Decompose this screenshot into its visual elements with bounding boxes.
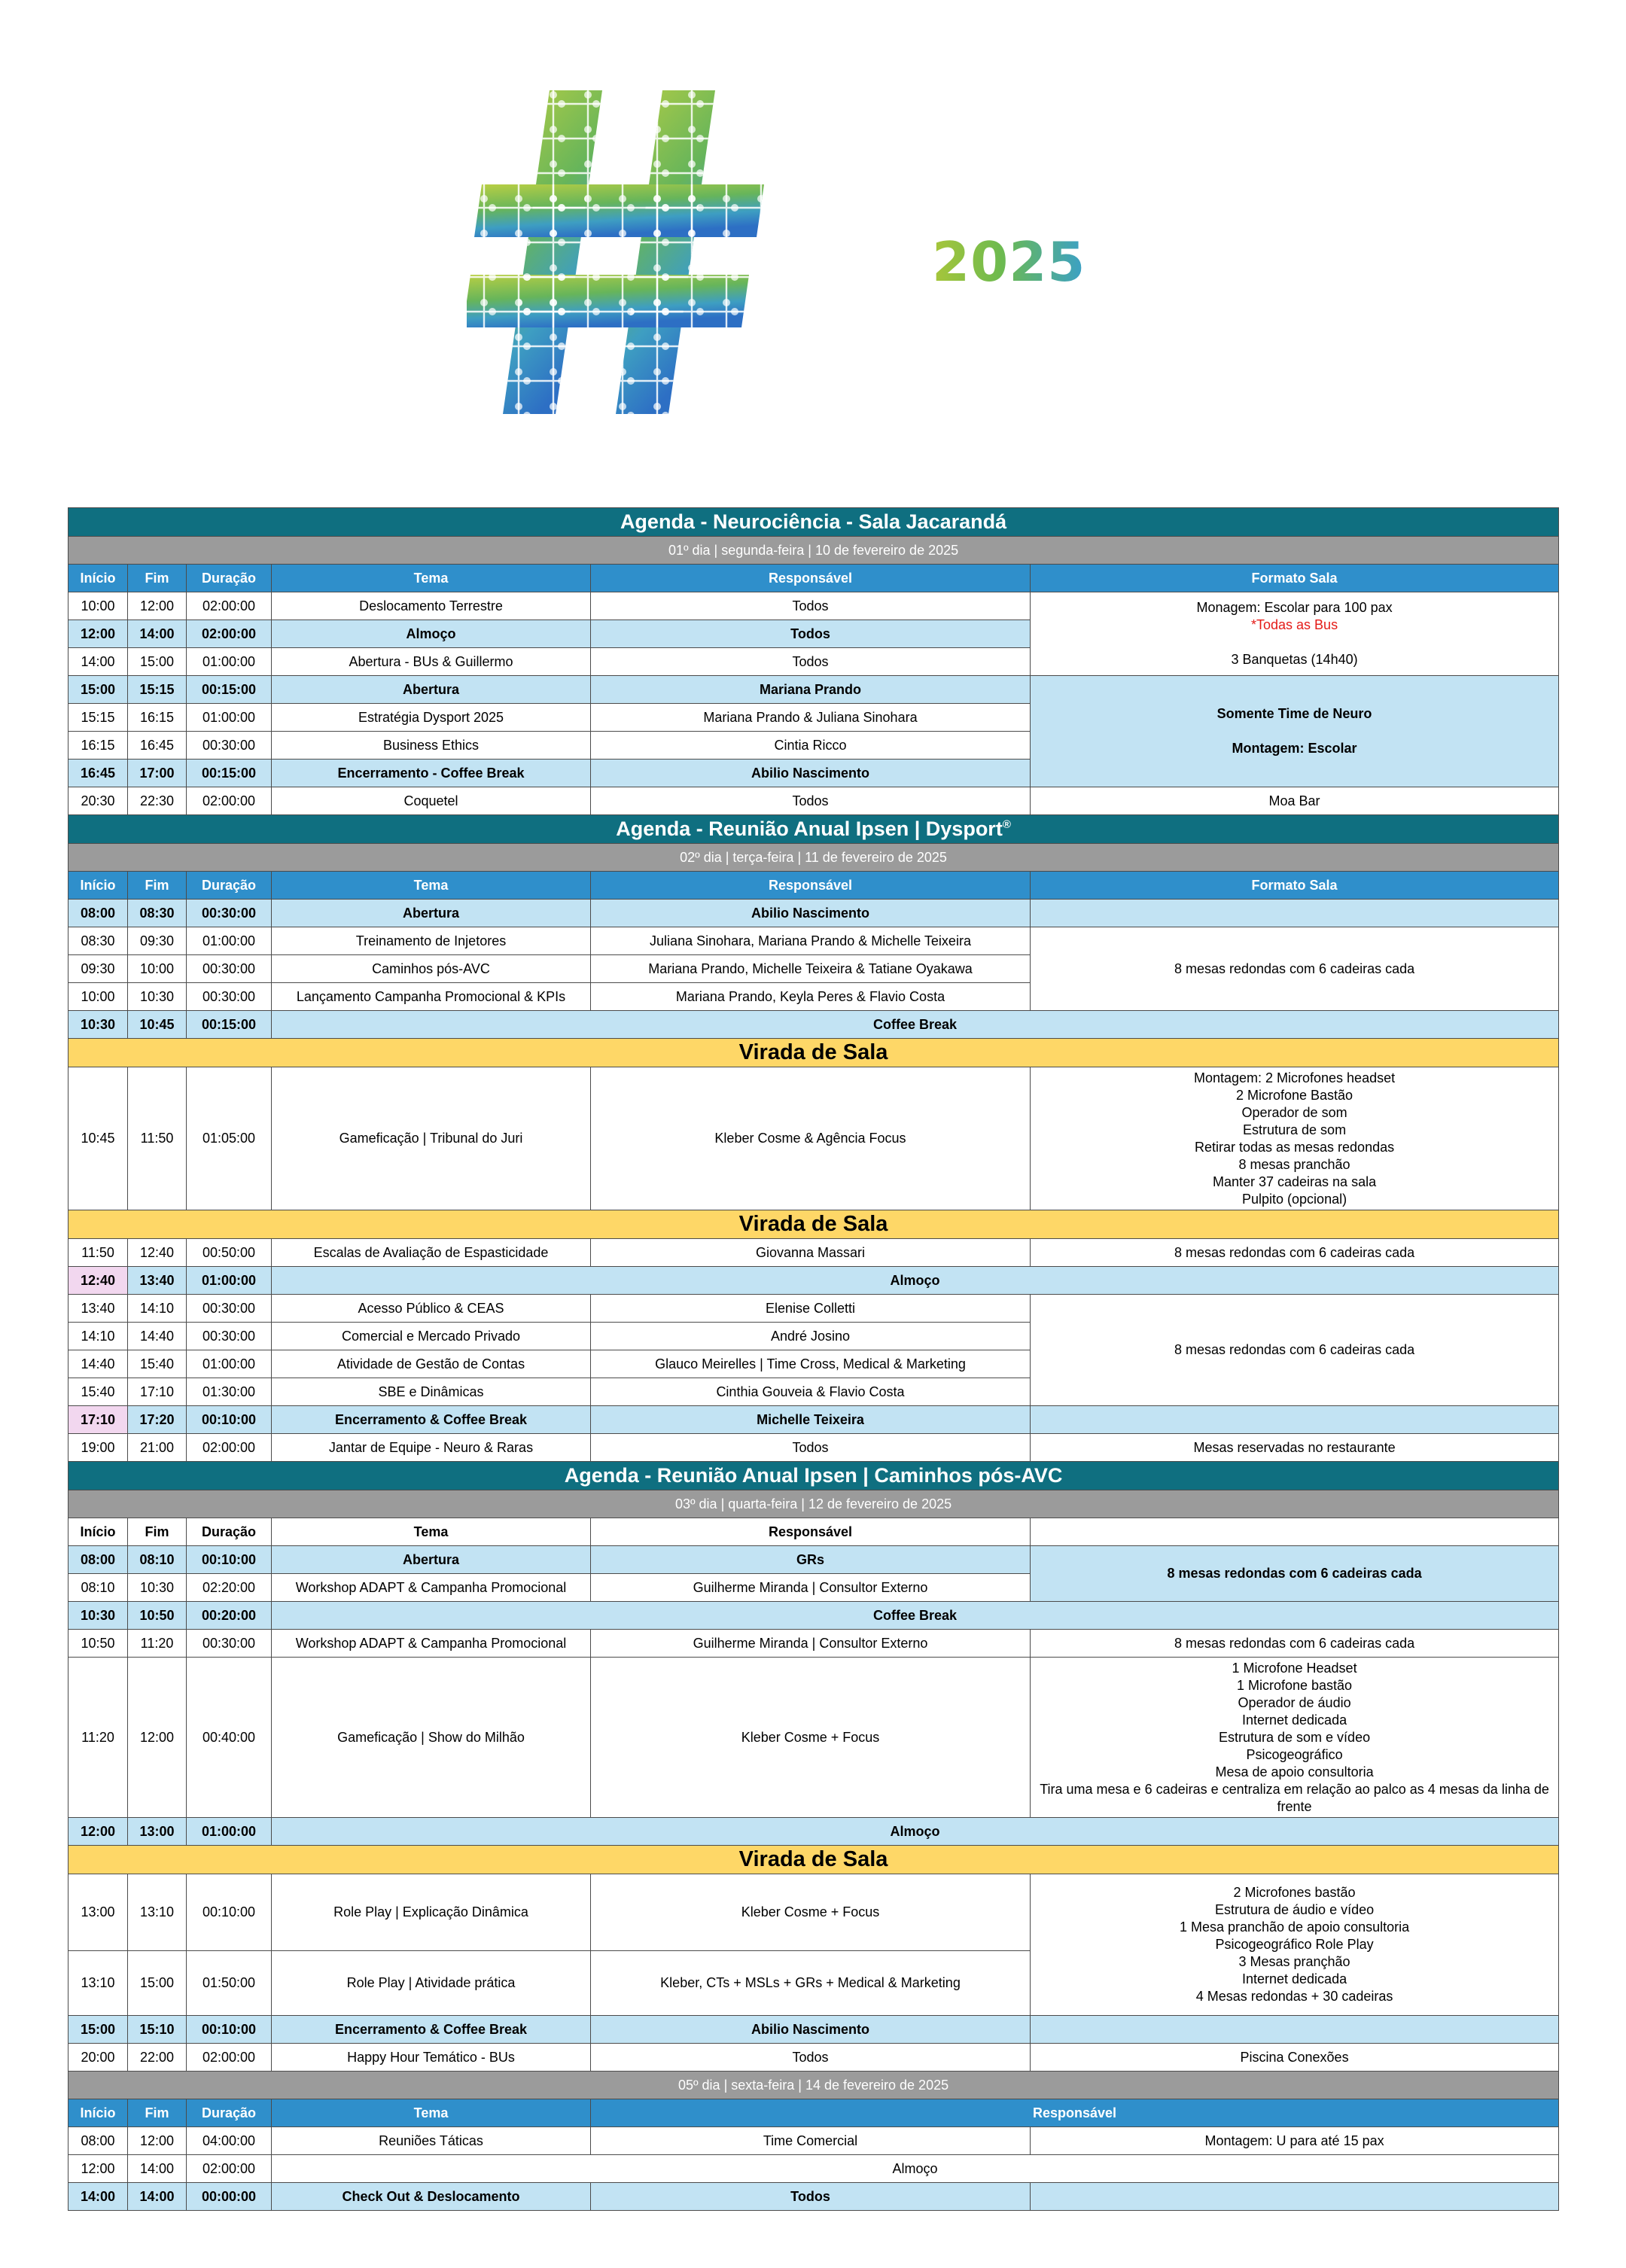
col-responsavel: Responsável: [591, 872, 1031, 900]
formato-line: 2 Microfones bastão: [1233, 1885, 1356, 1900]
formato-line: Tira uma mesa e 6 cadeiras e centraliza em relação ao palco as 4 mesas da linha de frente: [1040, 1781, 1549, 1814]
cell-formato: Mesas reservadas no restaurante: [1031, 1434, 1559, 1462]
cell-tema: Almoço: [272, 1818, 1559, 1846]
cell-tema: Caminhos pós-AVC: [272, 955, 591, 983]
cell-tema: Workshop ADAPT & Campanha Promocional: [272, 1630, 591, 1658]
cell-duracao: 00:15:00: [187, 676, 272, 704]
cell-inicio: 13:00: [69, 1874, 128, 1951]
cell-tema: Coffee Break: [272, 1011, 1559, 1039]
cell-formato: Moa Bar: [1031, 787, 1559, 815]
table-row: [69, 1602, 1559, 1630]
cell-responsavel: Abilio Nascimento: [591, 2016, 1031, 2044]
cell-responsavel: Kleber Cosme & Agência Focus: [591, 1067, 1031, 1210]
table-row: [69, 676, 1559, 704]
cell-formato: 8 mesas redondas com 6 cadeiras cada: [1031, 927, 1559, 1011]
cell-responsavel: Guilherme Miranda | Consultor Externo: [591, 1630, 1031, 1658]
cell-tema: Workshop ADAPT & Campanha Promocional: [272, 1574, 591, 1602]
cell-inicio: 13:40: [69, 1295, 128, 1323]
cell-responsavel: Abilio Nascimento: [591, 900, 1031, 927]
cell-duracao: 00:10:00: [187, 1546, 272, 1574]
cell-duracao: 00:30:00: [187, 900, 272, 927]
cell-duracao: 01:05:00: [187, 1067, 272, 1210]
cell-fim: 15:15: [128, 676, 187, 704]
cell-fim: 10:30: [128, 1574, 187, 1602]
cell-tema: Jantar de Equipe - Neuro & Raras: [272, 1434, 591, 1462]
col-fim: Fim: [128, 872, 187, 900]
cell-fim: 12:00: [128, 1658, 187, 1818]
cell-formato: 8 mesas redondas com 6 cadeiras cada: [1031, 1546, 1559, 1602]
cell-tema: Role Play | Atividade prática: [272, 1951, 591, 2016]
cell-fim: 11:20: [128, 1630, 187, 1658]
formato-line: 8 mesas pranchão: [1238, 1156, 1350, 1172]
col-tema: Tema: [272, 1518, 591, 1546]
cell-tema: Encerramento & Coffee Break: [272, 1406, 591, 1434]
cell-tema: Gameficação | Tribunal do Juri: [272, 1067, 591, 1210]
cell-fim: 21:00: [128, 1434, 187, 1462]
col-tema: Tema: [272, 872, 591, 900]
cell-fim: 22:00: [128, 2044, 187, 2072]
cell-formato: [1031, 2183, 1559, 2211]
col-tema: Tema: [272, 565, 591, 592]
cell-duracao: 00:30:00: [187, 983, 272, 1011]
cell-inicio: 10:30: [69, 1602, 128, 1630]
cell-tema: Almoço: [272, 2155, 1559, 2183]
cell-responsavel: Todos: [591, 2183, 1031, 2211]
cell-duracao: 00:15:00: [187, 1011, 272, 1039]
cell-tema: Comercial e Mercado Privado: [272, 1323, 591, 1350]
cell-tema: Treinamento de Injetores: [272, 927, 591, 955]
cell-inicio: 16:15: [69, 732, 128, 760]
col-tema: Tema: [272, 2099, 591, 2127]
cell-inicio: 14:00: [69, 648, 128, 676]
cell-responsavel: Giovanna Massari: [591, 1239, 1031, 1267]
cell-inicio: 17:10: [69, 1406, 128, 1434]
formato-line: 1 Microfone Headset: [1232, 1660, 1357, 1676]
table-row: [69, 1658, 1559, 1818]
cell-fim: 14:00: [128, 2155, 187, 2183]
formato-line: 1 Mesa pranchão de apoio consultoria: [1179, 1919, 1410, 1935]
cell-tema: Almoço: [272, 620, 591, 648]
cell-tema: Encerramento & Coffee Break: [272, 2016, 591, 2044]
col-duracao: Duração: [187, 872, 272, 900]
table-row: [69, 787, 1559, 815]
cell-formato: 8 mesas redondas com 6 cadeiras cada: [1031, 1295, 1559, 1406]
table-row: [69, 1434, 1559, 1462]
cell-tema: Abertura: [272, 900, 591, 927]
cell-inicio: 15:00: [69, 676, 128, 704]
cell-fim: 13:00: [128, 1818, 187, 1846]
table-row: [69, 1267, 1559, 1295]
cell-inicio: 12:00: [69, 1818, 128, 1846]
formato-montagem-escolar: Montagem: Escolar: [1232, 741, 1357, 756]
formato-line: Retirar todas as mesas redondas: [1194, 1139, 1395, 1155]
cell-duracao: 01:30:00: [187, 1378, 272, 1406]
cell-fim: 10:45: [128, 1011, 187, 1039]
cell-inicio: 10:00: [69, 592, 128, 620]
formato-line: Estrutura de som: [1243, 1122, 1347, 1137]
cell-inicio: 12:00: [69, 620, 128, 648]
cell-tema: Abertura: [272, 1546, 591, 1574]
cell-formato: [1031, 592, 1559, 676]
day1-title: Agenda - Neurociência - Sala Jacarandá: [69, 508, 1559, 537]
cell-fim: 12:40: [128, 1239, 187, 1267]
cell-tema: Reuniões Táticas: [272, 2127, 591, 2155]
table-row: [69, 1874, 1559, 1951]
cell-duracao: 00:50:00: [187, 1239, 272, 1267]
cell-inicio: 08:10: [69, 1574, 128, 1602]
day3-date: 03º dia | quarta-feira | 12 de fevereiro de 2025: [69, 1490, 1559, 1518]
cell-fim: 08:10: [128, 1546, 187, 1574]
cell-inicio: 15:15: [69, 704, 128, 732]
virada-de-sala: Virada de Sala: [69, 1846, 1559, 1874]
cell-inicio: 15:00: [69, 2016, 128, 2044]
cell-tema: Coffee Break: [272, 1602, 1559, 1630]
cell-duracao: 02:00:00: [187, 592, 272, 620]
cell-responsavel: Todos: [591, 648, 1031, 676]
cell-responsavel: Kleber Cosme + Focus: [591, 1658, 1031, 1818]
cell-fim: 17:10: [128, 1378, 187, 1406]
cell-formato: 8 mesas redondas com 6 cadeiras cada: [1031, 1630, 1559, 1658]
cell-responsavel: Todos: [591, 1434, 1031, 1462]
cell-duracao: 01:00:00: [187, 704, 272, 732]
cell-duracao: 01:00:00: [187, 1267, 272, 1295]
day2-title: [69, 815, 1559, 844]
formato-line: 1 Microfone bastão: [1236, 1677, 1353, 1693]
col-formato: [1031, 1518, 1559, 1546]
formato-line: Estrutura de áudio e vídeo: [1214, 1902, 1375, 1917]
cell-duracao: 04:00:00: [187, 2127, 272, 2155]
cell-inicio: 14:10: [69, 1323, 128, 1350]
cell-duracao: 02:00:00: [187, 1434, 272, 1462]
formato-line: Pulpito (opcional): [1242, 1191, 1347, 1207]
cell-tema: Encerramento - Coffee Break: [272, 760, 591, 787]
table-row: [69, 1818, 1559, 1846]
cell-formato: [1031, 1067, 1559, 1210]
cell-fim: 12:00: [128, 2127, 187, 2155]
cell-duracao: 02:00:00: [187, 620, 272, 648]
col-inicio: Início: [69, 2099, 128, 2127]
cell-responsavel: Todos: [591, 2044, 1031, 2072]
cell-duracao: 00:30:00: [187, 1323, 272, 1350]
cell-duracao: 00:20:00: [187, 1602, 272, 1630]
cell-duracao: 00:10:00: [187, 1874, 272, 1951]
cell-responsavel: Glauco Meirelles | Time Cross, Medical & Marketing: [591, 1350, 1031, 1378]
virada-de-sala: Virada de Sala: [69, 1210, 1559, 1239]
cell-formato: [1031, 900, 1559, 927]
formato-line: Mesa de apoio consultoria: [1215, 1764, 1374, 1779]
agenda-table: [68, 507, 1559, 2211]
year-label: 2025: [932, 230, 1086, 294]
cell-fim: 14:00: [128, 2183, 187, 2211]
registered-mark: ®: [1002, 818, 1011, 831]
cell-formato: [1031, 1658, 1559, 1818]
formato-line: Psicogeográfico Role Play: [1215, 1937, 1374, 1952]
cell-tema: Escalas de Avaliação de Espasticidade: [272, 1239, 591, 1267]
cell-inicio: 20:30: [69, 787, 128, 815]
day3-title: Agenda - Reunião Anual Ipsen | Caminhos pós-AVC: [69, 1462, 1559, 1490]
table-row: [69, 1630, 1559, 1658]
cell-inicio: 10:50: [69, 1630, 128, 1658]
table-row: [69, 927, 1559, 955]
cell-formato: [1031, 1406, 1559, 1434]
cell-responsavel: Todos: [591, 620, 1031, 648]
table-row: [69, 2183, 1559, 2211]
cell-duracao: 00:10:00: [187, 1406, 272, 1434]
cell-fim: 10:30: [128, 983, 187, 1011]
cell-duracao: 02:00:00: [187, 787, 272, 815]
table-row: [69, 1546, 1559, 1574]
cell-tema: Acesso Público & CEAS: [272, 1295, 591, 1323]
col-formato: Formato Sala: [1031, 565, 1559, 592]
cell-fim: 08:30: [128, 900, 187, 927]
cell-fim: 09:30: [128, 927, 187, 955]
cell-duracao: 01:50:00: [187, 1951, 272, 2016]
table-row: [69, 1011, 1559, 1039]
formato-line: Operador de som: [1241, 1104, 1347, 1120]
cell-responsavel: Abilio Nascimento: [591, 760, 1031, 787]
cell-fim: 14:40: [128, 1323, 187, 1350]
cell-responsavel: Mariana Prando, Michelle Teixeira & Tatiane Oyakawa: [591, 955, 1031, 983]
cell-formato: [1031, 676, 1559, 787]
col-responsavel: Responsável: [591, 2099, 1559, 2127]
cell-fim: 22:30: [128, 787, 187, 815]
cell-responsavel: Kleber Cosme + Focus: [591, 1874, 1031, 1951]
table-row: [69, 2016, 1559, 2044]
cell-fim: 10:00: [128, 955, 187, 983]
formato-time-neuro: Somente Time de Neuro: [1216, 706, 1372, 721]
cell-duracao: 00:30:00: [187, 732, 272, 760]
hashtag-puzzle-logo: [467, 87, 783, 418]
table-row: [69, 2044, 1559, 2072]
formato-bus-note: *Todas as Bus: [1251, 617, 1338, 632]
formato-line: Internet dedicada: [1241, 1712, 1347, 1728]
formato-line: Montagem: 2 Microfones headset: [1193, 1070, 1396, 1085]
cell-tema: Lançamento Campanha Promocional & KPIs: [272, 983, 591, 1011]
col-responsavel: Responsável: [591, 565, 1031, 592]
table-row: [69, 1295, 1559, 1323]
cell-inicio: 14:00: [69, 2183, 128, 2211]
table-row: [69, 1067, 1559, 1210]
cell-duracao: 00:30:00: [187, 955, 272, 983]
formato-line: Operador de áudio: [1238, 1694, 1351, 1710]
cell-tema: Estratégia Dysport 2025: [272, 704, 591, 732]
cell-responsavel: Time Comercial: [591, 2127, 1031, 2155]
cell-tema: Almoço: [272, 1267, 1559, 1295]
cell-duracao: 00:00:00: [187, 2183, 272, 2211]
cell-responsavel: Cintia Ricco: [591, 732, 1031, 760]
col-formato: Formato Sala: [1031, 872, 1559, 900]
cell-inicio: 14:40: [69, 1350, 128, 1378]
cell-duracao: 02:00:00: [187, 2155, 272, 2183]
cell-tema: Business Ethics: [272, 732, 591, 760]
cell-inicio: 09:30: [69, 955, 128, 983]
cell-inicio: 08:30: [69, 927, 128, 955]
cell-fim: 15:40: [128, 1350, 187, 1378]
cell-tema: SBE e Dinâmicas: [272, 1378, 591, 1406]
cell-inicio: 20:00: [69, 2044, 128, 2072]
col-inicio: Início: [69, 1518, 128, 1546]
cell-responsavel: Elenise Colletti: [591, 1295, 1031, 1323]
col-duracao: Duração: [187, 1518, 272, 1546]
cell-duracao: 01:00:00: [187, 1350, 272, 1378]
cell-formato: Piscina Conexões: [1031, 2044, 1559, 2072]
cell-inicio: 12:40: [69, 1267, 128, 1295]
cell-fim: 14:00: [128, 620, 187, 648]
table-row: [69, 1239, 1559, 1267]
cell-fim: 15:00: [128, 648, 187, 676]
cell-fim: 13:40: [128, 1267, 187, 1295]
cell-duracao: 00:30:00: [187, 1295, 272, 1323]
cell-fim: 17:20: [128, 1406, 187, 1434]
cell-formato: 8 mesas redondas com 6 cadeiras cada: [1031, 1239, 1559, 1267]
cell-duracao: 00:15:00: [187, 760, 272, 787]
cell-fim: 12:00: [128, 592, 187, 620]
cell-inicio: 10:00: [69, 983, 128, 1011]
col-fim: Fim: [128, 565, 187, 592]
cell-tema: Check Out & Deslocamento: [272, 2183, 591, 2211]
cell-duracao: 01:00:00: [187, 927, 272, 955]
formato-montagem: Monagem: Escolar para 100 pax: [1196, 600, 1393, 615]
table-row: [69, 592, 1559, 620]
cell-duracao: 01:00:00: [187, 1818, 272, 1846]
cell-inicio: 13:10: [69, 1951, 128, 2016]
col-duracao: Duração: [187, 565, 272, 592]
col-inicio: Início: [69, 872, 128, 900]
cell-duracao: 01:00:00: [187, 648, 272, 676]
cell-inicio: 11:50: [69, 1239, 128, 1267]
cell-fim: 15:10: [128, 2016, 187, 2044]
cell-fim: 13:10: [128, 1874, 187, 1951]
cell-responsavel: André Josino: [591, 1323, 1031, 1350]
cell-duracao: 00:30:00: [187, 1630, 272, 1658]
cell-fim: 15:00: [128, 1951, 187, 2016]
cell-responsavel: Todos: [591, 592, 1031, 620]
cell-fim: 16:45: [128, 732, 187, 760]
cell-tema: Abertura - BUs & Guillermo: [272, 648, 591, 676]
formato-line: 4 Mesas redondas + 30 cadeiras: [1195, 1989, 1393, 2004]
formato-banquetas: 3 Banquetas (14h40): [1231, 652, 1358, 667]
formato-line: 3 Mesas prançhão: [1238, 1954, 1350, 1969]
day1-date: 01º dia | segunda-feira | 10 de fevereiro de 2025: [69, 537, 1559, 565]
cell-inicio: 10:30: [69, 1011, 128, 1039]
cell-inicio: 08:00: [69, 2127, 128, 2155]
cell-tema: Abertura: [272, 676, 591, 704]
day5-date: 05º dia | sexta-feira | 14 de fevereiro de 2025: [69, 2072, 1559, 2099]
cell-tema: Deslocamento Terrestre: [272, 592, 591, 620]
virada-de-sala: Virada de Sala: [69, 1039, 1559, 1067]
formato-line: Estrutura de som e vídeo: [1218, 1729, 1371, 1745]
cell-tema: Atividade de Gestão de Contas: [272, 1350, 591, 1378]
cell-responsavel: Mariana Prando: [591, 676, 1031, 704]
day2-title-text: Agenda - Reunião Anual Ipsen | Dysport: [616, 817, 1003, 840]
cell-responsavel: Kleber, CTs + MSLs + GRs + Medical & Marketing: [591, 1951, 1031, 2016]
cell-tema: Gameficação | Show do Milhão: [272, 1658, 591, 1818]
cell-responsavel: Cinthia Gouveia & Flavio Costa: [591, 1378, 1031, 1406]
cell-formato: [1031, 1874, 1559, 2016]
cell-responsavel: Mariana Prando, Keyla Peres & Flavio Costa: [591, 983, 1031, 1011]
cell-inicio: 10:45: [69, 1067, 128, 1210]
cell-tema: Coquetel: [272, 787, 591, 815]
cell-fim: 10:50: [128, 1602, 187, 1630]
cell-responsavel: Michelle Teixeira: [591, 1406, 1031, 1434]
table-row: [69, 2127, 1559, 2155]
cell-responsavel: Mariana Prando & Juliana Sinohara: [591, 704, 1031, 732]
cell-fim: 17:00: [128, 760, 187, 787]
formato-line: 2 Microfone Bastão: [1235, 1087, 1353, 1103]
cell-duracao: 02:20:00: [187, 1574, 272, 1602]
formato-line: Manter 37 cadeiras na sala: [1212, 1174, 1377, 1189]
cell-inicio: 16:45: [69, 760, 128, 787]
formato-line: Psicogeográfico: [1246, 1746, 1343, 1762]
table-row: [69, 1406, 1559, 1434]
cell-fim: 16:15: [128, 704, 187, 732]
cell-inicio: 11:20: [69, 1658, 128, 1818]
table-row: [69, 2155, 1559, 2183]
col-duracao: Duração: [187, 2099, 272, 2127]
cell-duracao: 00:10:00: [187, 2016, 272, 2044]
col-fim: Fim: [128, 1518, 187, 1546]
cell-inicio: 19:00: [69, 1434, 128, 1462]
col-inicio: Início: [69, 565, 128, 592]
cell-inicio: 08:00: [69, 1546, 128, 1574]
cell-inicio: 15:40: [69, 1378, 128, 1406]
cell-tema: Role Play | Explicação Dinâmica: [272, 1874, 591, 1951]
cell-responsavel: Juliana Sinohara, Mariana Prando & Michelle Teixeira: [591, 927, 1031, 955]
cell-inicio: 12:00: [69, 2155, 128, 2183]
cell-fim: 14:10: [128, 1295, 187, 1323]
cell-inicio: 08:00: [69, 900, 128, 927]
cell-responsavel: Todos: [591, 787, 1031, 815]
cell-responsavel: GRs: [591, 1546, 1031, 1574]
cell-fim: 11:50: [128, 1067, 187, 1210]
cell-formato: Montagem: U para até 15 pax: [1031, 2127, 1559, 2155]
cell-tema: Happy Hour Temático - BUs: [272, 2044, 591, 2072]
day2-date: 02º dia | terça-feira | 11 de fevereiro de 2025: [69, 844, 1559, 872]
col-responsavel: Responsável: [591, 1518, 1031, 1546]
table-row: [69, 900, 1559, 927]
formato-line: Internet dedicada: [1241, 1971, 1347, 1986]
cell-formato: [1031, 2016, 1559, 2044]
cell-duracao: 02:00:00: [187, 2044, 272, 2072]
cell-duracao: 00:40:00: [187, 1658, 272, 1818]
col-fim: Fim: [128, 2099, 187, 2127]
cell-responsavel: Guilherme Miranda | Consultor Externo: [591, 1574, 1031, 1602]
